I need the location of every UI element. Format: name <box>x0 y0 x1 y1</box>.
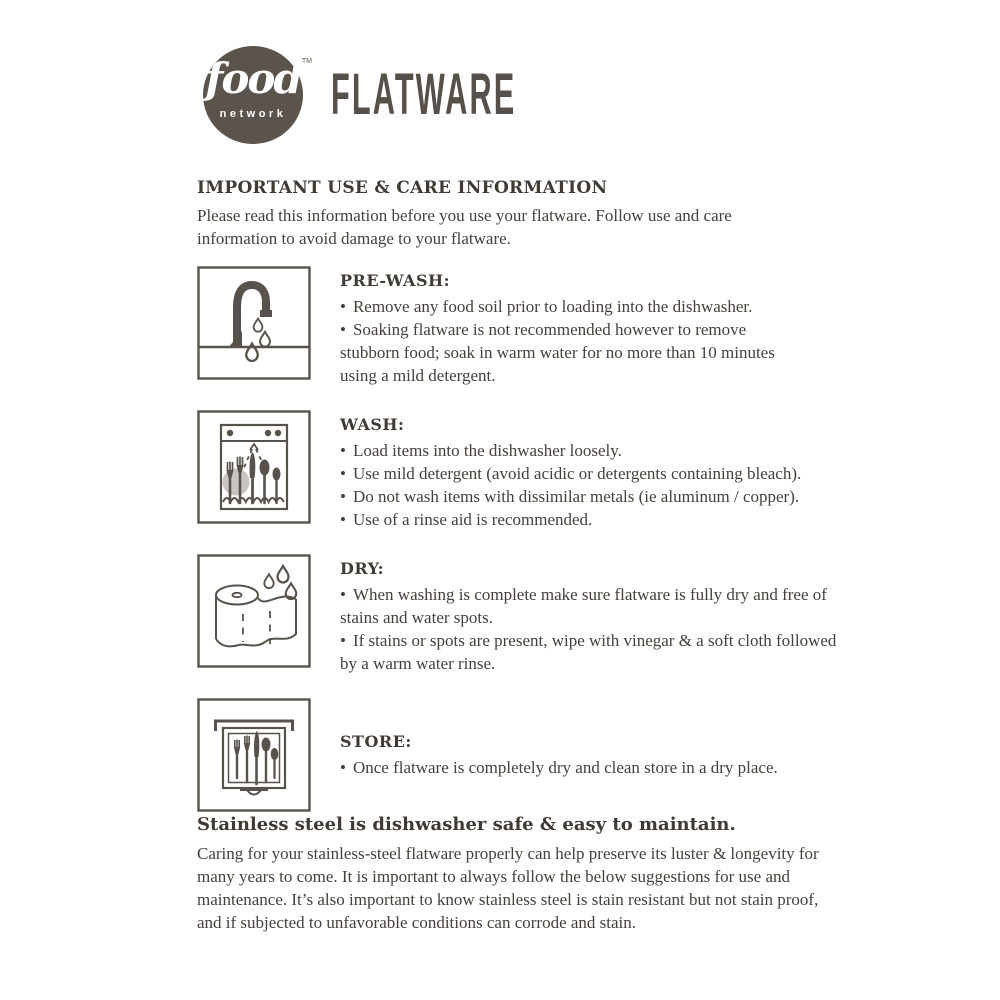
intro-body: Please read this information before you use your flatware. Follow use and care information to avoid damage to your flatware. <box>197 206 732 248</box>
store-bullet: • Once flatware is completely dry and clean store in a dry place. <box>340 757 778 777</box>
dry-bullet: • If stains or spots are present, wipe with vinegar & a soft cloth followed by a warm water rinse. <box>340 631 837 673</box>
pre-wash-text <box>340 266 802 387</box>
store-text <box>340 732 837 779</box>
trademark-symbol: TM <box>301 58 312 65</box>
pre-wash-heading: PRE-WASH: <box>340 271 451 290</box>
faucet-icon <box>197 266 311 380</box>
dry-text <box>340 554 837 675</box>
wash-bullet: • Do not wash items with dissimilar metals (ie aluminum / copper). <box>340 487 800 506</box>
wash-bullet: • Load items into the dishwasher loosely. <box>340 441 622 460</box>
logo-food-text: food <box>205 54 301 103</box>
food-network-logo <box>203 46 312 144</box>
dry-bullet: • When washing is complete make sure flatware is fully dry and free of stains and water spots. <box>340 585 827 627</box>
footer-heading: Stainless steel is dishwasher safe & easy to maintain. <box>197 814 736 835</box>
pre-wash-bullet: • Remove any food soil prior to loading into the dishwasher. <box>340 297 753 316</box>
stainless-steel-note <box>197 814 822 934</box>
pre-wash-bullet: • Soaking flatware is not recommended however to remove stubborn food; soak in warm water for no more than 10 minutes using a mild detergent. <box>340 320 775 385</box>
wash-bullet: • Use mild detergent (avoid acidic or detergents containing bleach). <box>340 464 802 483</box>
section-pre-wash <box>197 266 837 387</box>
section-store <box>197 698 837 812</box>
section-wash <box>197 410 837 531</box>
page-title: FLATWARE <box>331 62 517 127</box>
dry-heading: DRY: <box>340 559 385 578</box>
wash-bullet: • Use of a rinse aid is recommended. <box>340 510 593 529</box>
intro-heading: IMPORTANT USE & CARE INFORMATION <box>197 178 608 198</box>
wash-heading: WASH: <box>340 415 405 434</box>
dishwasher-icon <box>197 410 311 524</box>
care-instructions <box>197 178 837 812</box>
wash-text <box>340 410 837 531</box>
store-heading: STORE: <box>340 731 412 751</box>
cutlery-drawer-icon <box>197 698 311 812</box>
logo-network-text: network <box>219 108 287 120</box>
paper-towel-icon <box>197 554 311 668</box>
footer-body: Caring for your stainless-steel flatware properly can help preserve its luster & longevity for many years to come. It is important to always follow the below suggestions for use and maintenance. It’s also important to know stainless steel is stain resistant but not stain proof, and if subjected to unfavorable conditions can corrode and stain. <box>197 844 819 932</box>
section-dry <box>197 554 837 675</box>
